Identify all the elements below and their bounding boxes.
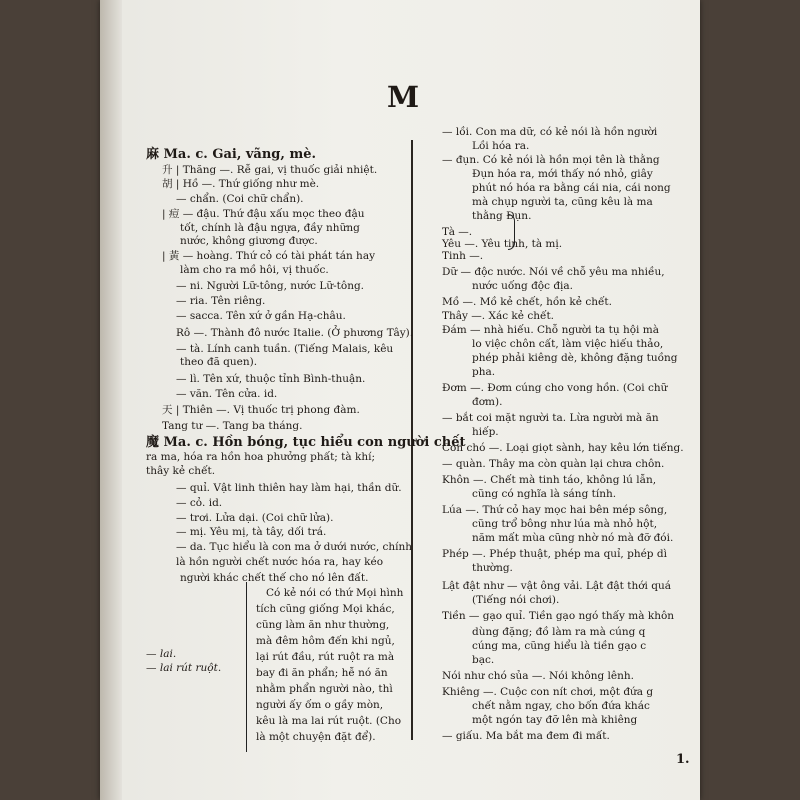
left-line: 麻 Ma. c. Gai, vãng, mè. [146, 147, 316, 162]
right-line: cũng trổ bông như lúa mà nhỏ hột, [472, 518, 658, 530]
right-line: phép phải kiêng dè, không đặng tuồng [472, 352, 678, 364]
right-line: Đơm —. Đơm cúng cho vong hồn. (Coi chữ [442, 382, 668, 394]
right-line: Nói như chó sủa —. Nói không lênh. [442, 670, 634, 682]
note-line: kêu là ma lai rút ruột. (Cho [256, 715, 402, 727]
right-line: — đụn. Có kẻ nói là hồn mọi tên là thằng [442, 154, 660, 166]
page-number: 1. [676, 752, 690, 767]
right-line: thường. [472, 562, 513, 574]
synonym-brace [508, 214, 515, 250]
right-line: Con chó —. Loại giọt sành, hay kêu lớn tiếng. [442, 442, 684, 454]
right-line: Khiêng —. Cuộc con nít chơi, một đứa g [442, 686, 654, 698]
left-line: Tang tư —. Tang ba tháng. [162, 420, 303, 432]
left-line: 天 | Thiên —. Vị thuốc trị phong đàm. [162, 404, 360, 416]
left-line: là hồn người chết nước hóa ra, hay kéo [176, 556, 384, 568]
left-line: ra ma, hóa ra hồn hoa phưởng phất; tà khí; [146, 451, 376, 463]
note-line: mà đêm hôm đến khi ngủ, [256, 635, 395, 647]
right-line: mà chụp người ta, cũng kêu là ma [472, 196, 653, 208]
left-line: — lì. Tên xứ, thuộc tỉnh Bình-thuận. [176, 373, 366, 385]
left-line: | 痘 — đậu. Thứ đậu xấu mọc theo đậu [162, 208, 365, 220]
right-line: Thây —. Xác kẻ chết. [442, 310, 554, 322]
right-line: Tinh —. [442, 250, 484, 262]
right-line: Lúa —. Thứ cỏ hay mọc hai bên mép sông, [442, 504, 668, 516]
left-line: — da. Tục hiểu là con ma ở dưới nước, chính [176, 541, 413, 553]
left-line: 升 | Thăng —. Rễ gai, vị thuốc giải nhiệt. [162, 164, 378, 176]
left-line: — ni. Người Lữ-tông, nước Lữ-tông. [176, 280, 365, 292]
right-line: Mồ —. Mồ kẻ chết, hồn kẻ chết. [442, 296, 612, 308]
left-line: tốt, chính là đậu ngựa, đầy những [180, 222, 360, 234]
note-line: nhằm phẩn người nào, thì [256, 683, 393, 695]
right-line: đơm). [472, 396, 503, 408]
note-line: bay đi ăn phẩn; hễ nó ăn [256, 667, 388, 679]
right-line: nước uống độc địa. [472, 280, 574, 292]
right-line: — bắt coi mặt người ta. Lừa người mà ăn [442, 412, 659, 424]
left-line: — trơi. Lửa dại. (Coi chữ lửa). [176, 512, 334, 524]
note-line: lại rút đầu, rút ruột ra mà [256, 651, 395, 663]
note-line: tích cũng giống Mọi khác, [256, 603, 395, 615]
left-line: Rô —. Thành đô nước Italie. (Ở phương Tây). [176, 327, 414, 339]
left-line: làm cho ra mồ hôi, vị thuốc. [180, 264, 329, 276]
left-line: — cỏ. id. [176, 497, 223, 509]
note-line: là một chuyện đặt để). [256, 731, 376, 743]
right-line: Tà —. [442, 226, 473, 238]
right-line: Dữ — độc nước. Nói về chỗ yêu ma nhiều, [442, 266, 665, 278]
right-line: thằng Đụn. [472, 210, 532, 222]
left-line: nước, không giương được. [180, 235, 318, 247]
right-line: Khôn —. Chết mà tinh táo, không lú lẫn, [442, 474, 657, 486]
left-line: — sacca. Tên xứ ở gần Hạ-châu. [176, 310, 346, 322]
right-line: năm mất mùa cũng nhờ nó mà đỡ đói. [472, 532, 674, 544]
right-line: pha. [472, 366, 496, 378]
left-line: theo đã quen). [180, 356, 258, 368]
note-headword: — lai rút ruột. [146, 662, 222, 674]
right-line: — giấu. Ma bắt ma đem đi mất. [442, 730, 610, 742]
right-line: Phép —. Phép thuật, phép ma quỉ, phép dì [442, 548, 667, 560]
left-line: 胡 | Hồ —. Thứ giống như mè. [162, 178, 320, 190]
left-line: — quỉ. Vật linh thiên hay làm hại, thần dữ. [176, 482, 402, 494]
right-line: phút nó hóa ra bằng cái nia, cái nong [472, 182, 671, 194]
right-line: (Tiếng nói chơi). [472, 594, 560, 606]
left-line: — tà. Lính canh tuần. (Tiếng Malais, kêu [176, 343, 394, 355]
right-line: chết nằm ngay, cho bốn đứa khác [472, 700, 650, 712]
right-line: Đụn hóa ra, mới thấy nó nhỏ, giây [472, 168, 653, 180]
left-line: 魔 Ma. c. Hồn bóng, tục hiểu con người chết [146, 435, 466, 450]
right-line: cũng có nghĩa là sáng tính. [472, 488, 617, 500]
right-line: Lồi hóa ra. [472, 140, 530, 152]
note-bracket [246, 582, 251, 752]
right-line: — quàn. Thây ma còn quàn lại chưa chôn. [442, 458, 665, 470]
right-line: dùng đặng; đồ làm ra mà cúng q [472, 626, 646, 638]
right-line: Yêu —. Yêu tinh, tà mị. [442, 238, 563, 250]
left-line: — mị. Yêu mị, tà tây, dối trá. [176, 526, 327, 538]
right-line: hiếp. [472, 426, 499, 438]
left-line: — chẩn. (Coi chữ chẩn). [176, 193, 304, 205]
binding-edge [100, 0, 122, 800]
dictionary-page [100, 0, 700, 800]
left-line: người khác chết thế cho nó lên đất. [180, 572, 369, 584]
right-line: Lật đật như — vật ông vải. Lật đật thới quá [442, 580, 671, 592]
note-headword: — lai. [146, 648, 177, 660]
note-line: cũng làm ăn như thường, [256, 619, 390, 631]
right-line: — lồi. Con ma dữ, có kẻ nói là hồn người [442, 126, 658, 138]
right-line: lo việc chôn cất, làm việc hiếu thảo, [472, 338, 664, 350]
section-letter: M [387, 80, 421, 114]
left-line: thây kẻ chết. [146, 465, 216, 477]
right-line: cúng ma, cũng hiểu là tiền gạo c [472, 640, 647, 652]
left-line: — văn. Tên cửa. id. [176, 388, 278, 400]
right-line: một ngón tay đỡ lên mà khiêng [472, 714, 638, 726]
right-line: Đám — nhà hiếu. Chỗ người ta tụ hội mà [442, 324, 659, 336]
right-line: bạc. [472, 654, 495, 666]
right-line: Tiền — gạo quỉ. Tiền gạo ngó thấy mà khôn [442, 610, 675, 622]
left-line: — ria. Tên riêng. [176, 295, 266, 307]
note-line: người ấy ốm o gầy mòn, [256, 699, 384, 711]
left-line: | 黃 — hoàng. Thứ cỏ có tài phát tán hay [162, 250, 376, 262]
note-line: Có kẻ nói có thứ Mọi hình [266, 587, 404, 599]
